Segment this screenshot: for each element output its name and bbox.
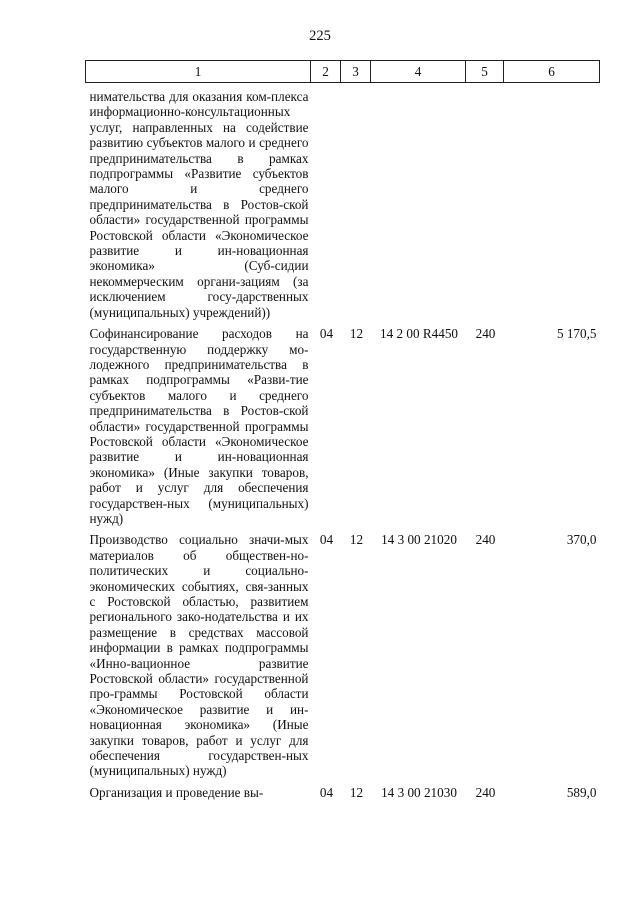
- header-col-5: 5: [466, 61, 504, 83]
- row-expense-type: 240: [475, 784, 496, 800]
- row-amount: 370,0: [566, 532, 597, 548]
- table-header: [86, 61, 600, 83]
- header-col-2: 2: [311, 61, 341, 83]
- row-name: нимательства для оказания ком-плекса информационно-консультационных услуг, направленных на содействие развитию субъектов малого и среднего предпринимательства в рамках подпрограммы «Развитие субъектов малого и среднего предпринимательства в Ростов-ской области» государственной программы Ростовской области «Экономическое развитие и ин-новационная экономика» (Суб-сидии некоммерческим органи-зациям (за исключением госу-дарственных (муниципальных) учреждений)): [89, 89, 309, 320]
- row-target-article: 14 3 00 21030: [381, 784, 457, 800]
- row-amount: 589,0: [566, 784, 597, 800]
- row-name: Организация и проведение вы-: [89, 784, 264, 800]
- row-target-article: 14 3 00 21020: [381, 532, 457, 548]
- table-row: [86, 320, 600, 526]
- row-subsection: [341, 83, 371, 321]
- budget-table: [85, 60, 600, 800]
- row-subsection: 12: [349, 326, 364, 342]
- header-col-4: 4: [371, 61, 466, 83]
- row-section: 04: [319, 784, 334, 800]
- table-row: [86, 83, 600, 321]
- row-expense-type: [466, 83, 504, 321]
- table-row: [86, 779, 600, 800]
- row-amount: [504, 83, 600, 321]
- row-amount: 5 170,5: [556, 326, 597, 342]
- row-target-article: [371, 83, 466, 321]
- header-col-1: 1: [86, 61, 311, 83]
- row-subsection: 12: [349, 532, 364, 548]
- row-section: 04: [319, 326, 334, 342]
- table-row: [86, 526, 600, 779]
- row-expense-type: 240: [475, 326, 496, 342]
- row-name: Производство социально значи-мых материалов об обществен-но-политических и социально-экономических событиях, свя-занных с Ростовской областью, развитием регионального зако-нодательства и их размещение в средствах массовой информации в рамках подпрограммы «Инно-вационное развитие Ростовской области» государственной про-граммы Ростовской области «Экономическое развитие и ин-новационная экономика» (Иные закупки товаров, работ и услуг для обеспечения государствен-ных (муниципальных) нужд): [89, 532, 309, 779]
- header-col-3: 3: [341, 61, 371, 83]
- row-name: Софинансирование расходов на государственную поддержку мо-лодежного предпринимательства в рамках подпрограммы «Разви-тие субъектов малого и среднего предпринимательства в Ростов-ской области» государственной программы Ростовской области «Экономическое развитие и ин-новационная экономика» (Иные закупки товаров, работ и услуг для обеспечения государствен-ных (муниципальных) нужд): [89, 326, 309, 526]
- header-col-6: 6: [504, 61, 600, 83]
- row-section: 04: [319, 532, 334, 548]
- row-subsection: 12: [349, 784, 364, 800]
- row-expense-type: 240: [475, 532, 496, 548]
- row-target-article: 14 2 00 R4450: [379, 326, 459, 342]
- page-number: 225: [309, 28, 331, 44]
- row-section: [311, 83, 341, 321]
